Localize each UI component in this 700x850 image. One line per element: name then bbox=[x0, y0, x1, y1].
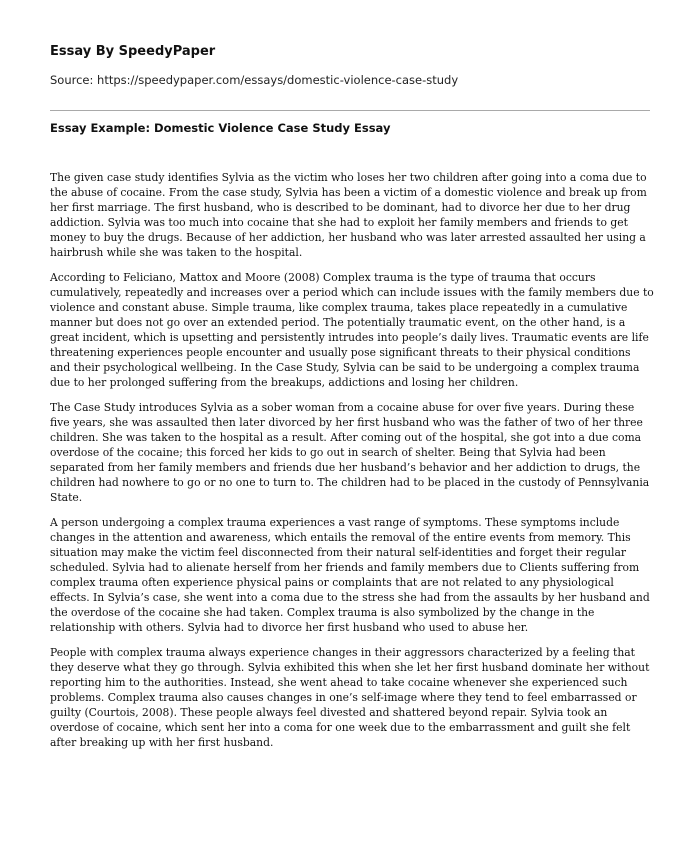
source-link[interactable]: Source: https://speedypaper.com/essays/domestic-violence-case-study bbox=[50, 73, 459, 87]
essay-paragraph: According to Feliciano, Mattox and Moore (2008) Complex trauma is the type of trauma that occurs cumulatively, repeatedly and increases over a period which can include issues with the family members due to violence and constant abuse. Simple trauma, like complex trauma, takes place repeatedly in a cumulative manner but does not go over an extended period. The potentially traumatic event, on the other hand, is a great incident, which is upsetting and persistently intrudes into people’s daily lives. Traumatic events are life threatening experiences people encounter and usually pose significant threats to their physical conditions and their psychological wellbeing. In the Case Study, Sylvia can be said to be undergoing a complex trauma due to her prolonged suffering from the breakups, addictions and losing her children. bbox=[50, 271, 654, 389]
essay-title: Essay Example: Domestic Violence Case Study Essay bbox=[50, 121, 391, 135]
essay-paragraph: A person undergoing a complex trauma experiences a vast range of symptoms. These symptoms include changes in the attention and awareness, which entails the removal of the entire events from memory. This situation may make the victim feel disconnected from their natural self-identities and forget their regular scheduled. Sylvia had to alienate herself from her friends and family members due to Clients suffering from complex trauma often experience physical pains or complaints that are not related to any physiological effects. In Sylvia’s case, she went into a coma due to the stress she had from the assaults by her husband and the overdose of the cocaine she had taken. Complex trauma is also symbolized by the change in the relationship with others. Sylvia had to divorce her first husband who used to abuse her. bbox=[50, 516, 650, 634]
header-divider bbox=[50, 110, 650, 111]
essay-body bbox=[50, 170, 654, 760]
essay-paragraph: The given case study identifies Sylvia as the victim who loses her two children after going into a coma due to the abuse of cocaine. From the case study, Sylvia has been a victim of a domestic violence and break up from her first marriage. The first husband, who is described to be dominant, had to divorce her due to her drug addiction. Sylvia was too much into cocaine that she had to exploit her family members and friends to get money to buy the drugs. Because of her addiction, her husband who was later arrested assaulted her using a hairbrush while she was taken to the hospital. bbox=[50, 171, 647, 259]
essay-paragraph: The Case Study introduces Sylvia as a sober woman from a cocaine abuse for over five years. During these five years, she was assaulted then later divorced by her first husband who was the father of two of her three children. She was taken to the hospital as a result. After coming out of the hospital, she got into a due coma overdose of the cocaine; this forced her kids to go out in search of shelter. Being that Sylvia had been separated from her family members and friends due her husband’s behavior and her addiction to drugs, the children had nowhere to go or no one to turn to. The children had to be placed in the custody of Pennsylvania State. bbox=[50, 401, 650, 504]
essay-paragraph: People with complex trauma always experience changes in their aggressors characterized by a feeling that they deserve what they go through. Sylvia exhibited this when she let her first husband dominate her without reporting him to the authorities. Instead, she went ahead to take cocaine whenever she experienced such problems. Complex trauma also causes changes in one’s self-image where they tend to feel embarrassed or guilty (Courtois, 2008). These people always feel divested and shattered beyond repair. Sylvia took an overdose of cocaine, which sent her into a coma for one week due to the embarrassment and guilt she felt after breaking up with her first husband. bbox=[50, 646, 650, 749]
document-header-title: Essay By SpeedyPaper bbox=[50, 44, 216, 59]
